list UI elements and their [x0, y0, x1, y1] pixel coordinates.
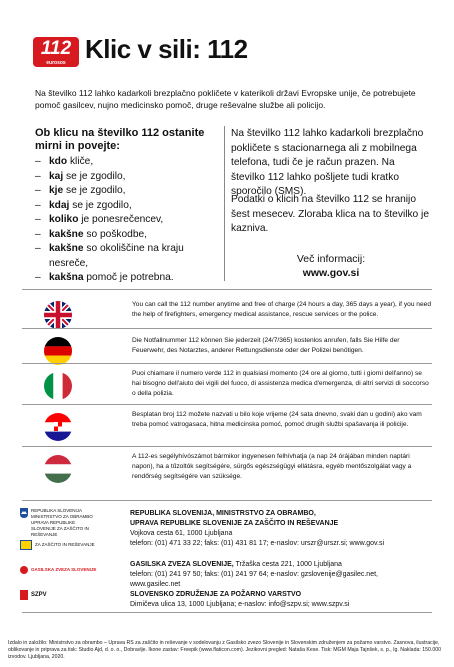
language-text: Besplatan broj 112 možete nazvati u bilo koje vrijeme (24 sata dnevno, svaki dan u godini) ako vam treba pomoć vatrogasaca, hitna medicinska pomoć, pomoć drugih službi spašavanja ili policije.: [132, 411, 422, 428]
mod-logo: REPUBLIKA SLOVENIJA MINISTRSTVO ZA OBRAMBO UPRAVA REPUBLIKE SLOVENIJE ZA ZAŠČITO IN REŠEVANJE: [20, 508, 110, 538]
szpv-logo: SZPV: [20, 590, 110, 600]
hungary-flag-icon: [44, 455, 72, 483]
column-divider: [224, 126, 225, 281]
list-item: – kakšne so okoliščine na kraju nesreče,: [35, 242, 220, 271]
more-info-link[interactable]: www.gov.si: [302, 267, 360, 279]
civil-protection-icon: [20, 540, 32, 550]
language-row-hu: [22, 446, 432, 486]
language-text: A 112-es segélyhívószámot bármikor ingyenesen felhívhatja (a nap 24 órájában minden naptári napon), ha a tűzoltók segítségére, sürgős egészségügyi ellátásra, egyéb mentőszolgálat vagy a rendőrség segítségére van szüksége.: [132, 453, 412, 480]
list-item: – koliko je ponesrečencev,: [35, 213, 220, 228]
croatia-flag-icon: [44, 413, 72, 441]
list-item: – kaj se je zgodilo,: [35, 170, 220, 185]
org-urszr: REPUBLIKA SLOVENIJA, MINISTRSTVO ZA OBRAMBO, UPRAVA REPUBLIKE SLOVENIJE ZA ZAŠČITO IN REŠEVANJE Vojkova cesta 61, 1000 Ljubljana telefon: (01) 471 33 22; faks: (01) 431 81 17; e-naslov: urszr@urszr.si; www.gov.si: [130, 510, 385, 547]
language-text: Die Notfallnummer 112 können Sie jederzeit (24/7/365) kostenlos anrufen, falls Sie Hilfe der Feuerwehr, des Notarztes, anderer Rettungsdienste oder der Polizei benötigen.: [132, 337, 400, 354]
more-info-label: Več informacij:: [296, 253, 366, 265]
right-paragraph-1: Na številko 112 lahko kadarkoli brezplačno pokličete s stacionarnega ali z mobilnega telefona, tudi če je račun prazen. Na številko 112 lahko pošljete tudi kratko sporočilo (SMS).: [231, 128, 424, 197]
flame-icon: [20, 590, 28, 600]
list-item: – kje se je zgodilo,: [35, 184, 220, 199]
page-title: Klic v sili: 112: [85, 34, 248, 64]
divider: [22, 500, 432, 501]
org-gzs: GASILSKA ZVEZA SLOVENIJE, Tržaška cesta 221, 1000 Ljubljana telefon: (01) 241 97 50; faks: (01) 241 97 64; e-naslov: gzslovenije@gasilec.net, www.gasilec.net: [130, 561, 378, 588]
italy-flag-icon: [44, 372, 72, 400]
germany-flag-icon: [44, 337, 72, 365]
divider: [22, 289, 432, 290]
list-item: – kdaj se je zgodilo,: [35, 199, 220, 214]
list-item: – kakšne so poškodbe,: [35, 228, 220, 243]
gzs-emblem-icon: [20, 566, 28, 574]
right-paragraph-2: Podatki o klicih na številko 112 se hranijo šest mesecev. Zloraba klica na to številko je kazniva.: [231, 194, 429, 234]
language-row-de: [22, 328, 432, 368]
divider: [22, 612, 432, 613]
language-row-it: [22, 363, 432, 403]
list-item: – kdo kliče,: [35, 155, 220, 170]
left-heading: Ob klicu na številko 112 ostanite mirni in povejte:: [35, 127, 205, 152]
org-szpv: SLOVENSKO ZDRUŽENJE ZA POŽARNO VARSTVO Dimičeva ulica 13, 1000 Ljubljana; e-naslov: info@szpv.si; www.szpv.si: [130, 591, 350, 608]
intro-text: Na številko 112 lahko kadarkoli brezplačno pokličete v katerikoli državi Evropske unije, če potrebujete pomoč gasilcev, nujno medicinsko pomoč, druge reševalne službe ali policijo.: [35, 88, 416, 110]
uk-flag-icon: [44, 301, 72, 329]
slovenia-coat-of-arms-icon: [20, 508, 28, 518]
info-checklist: [35, 155, 220, 286]
urszr-logo: ZA ZAŠČITO IN REŠEVANJE: [20, 540, 110, 550]
language-row-hr: [22, 404, 432, 444]
more-info: [231, 252, 431, 280]
language-text: Puoi chiamare il numero verde 112 in qualsiasi momento (24 ore al giorno, tutti i giorni dell'anno) se hai bisogno dell'aiuto dei vigili del fuoco, di assistenza medica d'emergenza, di altri servizi di soccorso o della polizia.: [132, 370, 429, 397]
list-item: – kakšna pomoč je potrebna.: [35, 271, 220, 286]
112-logo: 112 eurosos: [33, 37, 79, 67]
language-text: You can call the 112 number anytime and free of charge (24 hours a day, 365 days a year), if you need the help of firefighters, emergency medical assistance, rescue services or the police.: [132, 301, 431, 318]
imprint: Izdalo in založilo: Ministrstvo za obrambo – Uprava RS za zaščito in reševanje v sodelovanju z Gasilsko zvezo Slovenije in Slovenskim združenjem za požarno varstvo. Zasnova, ilustracije, oblikovanje in priprava za tisk: Studio Ajd, d. o. o., Dobravlje. Ikone zastav: Freepik (www.flaticon.com). Jezikovni pregled: Nataša Kese. Tisk: MGM Maja Tajnšek, s. p., Ig. Naklada: 150.000 izvodov. Ljubljana, 2020.: [8, 640, 441, 661]
gzs-logo: GASILSKA ZVEZA SLOVENIJE: [20, 566, 110, 574]
language-row-en: [22, 292, 432, 332]
